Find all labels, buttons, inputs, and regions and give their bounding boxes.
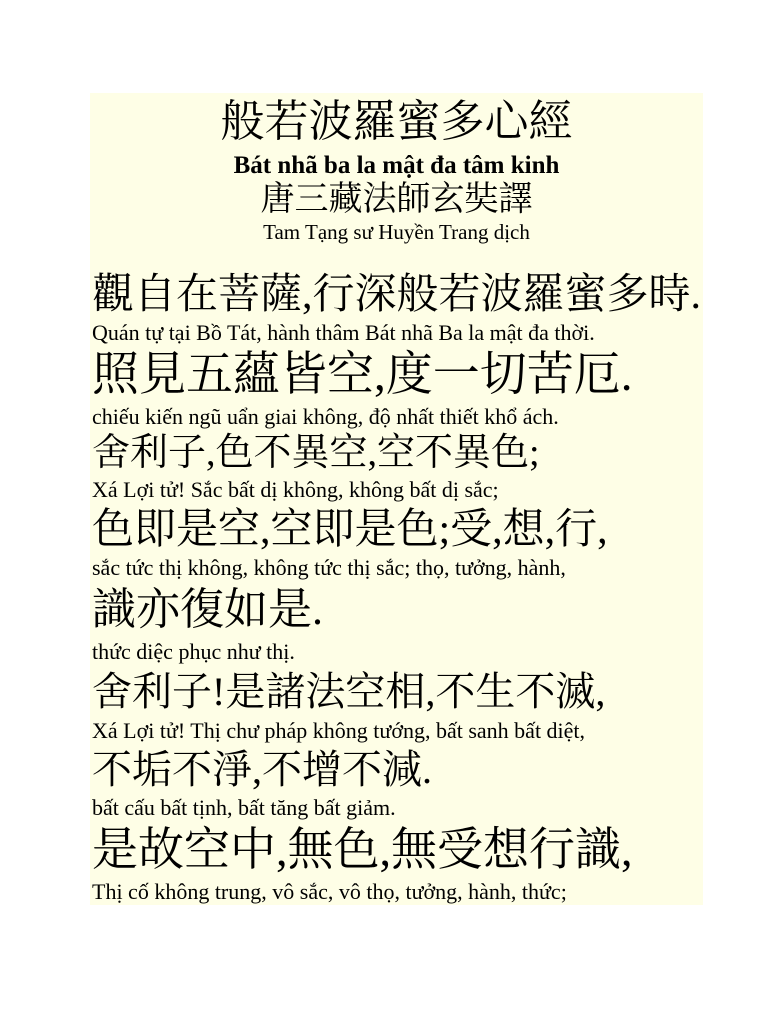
verse-chinese-line: 色即是空,空即是色;受,想,行, xyxy=(92,507,608,553)
vietnamese-translator-line: Tam Tạng sư Huyền Trang dịch xyxy=(263,220,530,244)
verse-vietnamese-line: sắc tức thị không, không tức thị sắc; thọ, tưởng, hành, xyxy=(92,555,566,580)
verse-chinese-line: 是故空中,無色,無受想行識, xyxy=(92,824,633,875)
verse-chinese-line: 舍利子!是諸法空相,不生不滅, xyxy=(92,669,606,714)
verse-chinese-line: 識亦復如是. xyxy=(92,585,323,634)
verse-vietnamese-line: Xá Lợi tử! Sắc bất dị không, không bất dị sắc; xyxy=(92,477,499,502)
verse-chinese-line: 照見五蘊皆空,度一切苦厄. xyxy=(92,349,633,401)
verse-vietnamese-line: Quán tự tại Bồ Tát, hành thâm Bát nhã Ba la mật đa thời. xyxy=(92,320,595,345)
vietnamese-title: Bát nhã ba la mật đa tâm kinh xyxy=(233,152,560,179)
verse-chinese-line: 觀自在菩薩,行深般若波羅蜜多時. xyxy=(92,272,702,318)
verse-vietnamese-line: chiếu kiến ngũ uẩn giai không, độ nhất thiết khổ ách. xyxy=(92,404,559,429)
verse-vietnamese-line: bất cấu bất tịnh, bất tăng bất giảm. xyxy=(92,795,396,820)
chinese-translator-line: 唐三藏法師玄奘譯 xyxy=(260,181,533,218)
verse-vietnamese-line: thức diệc phục như thị. xyxy=(92,639,295,664)
chinese-title: 般若波羅蜜多心經 xyxy=(220,97,573,146)
verse-chinese-line: 不垢不淨,不增不減. xyxy=(92,747,432,792)
verse-chinese-line: 舍利子,色不異空,空不異色; xyxy=(92,432,540,474)
verse-vietnamese-line: Thị cố không trung, vô sắc, vô thọ, tưởng, hành, thức; xyxy=(92,879,567,904)
verse-vietnamese-line: Xá Lợi tử! Thị chư pháp không tướng, bất sanh bất diệt, xyxy=(92,718,586,743)
